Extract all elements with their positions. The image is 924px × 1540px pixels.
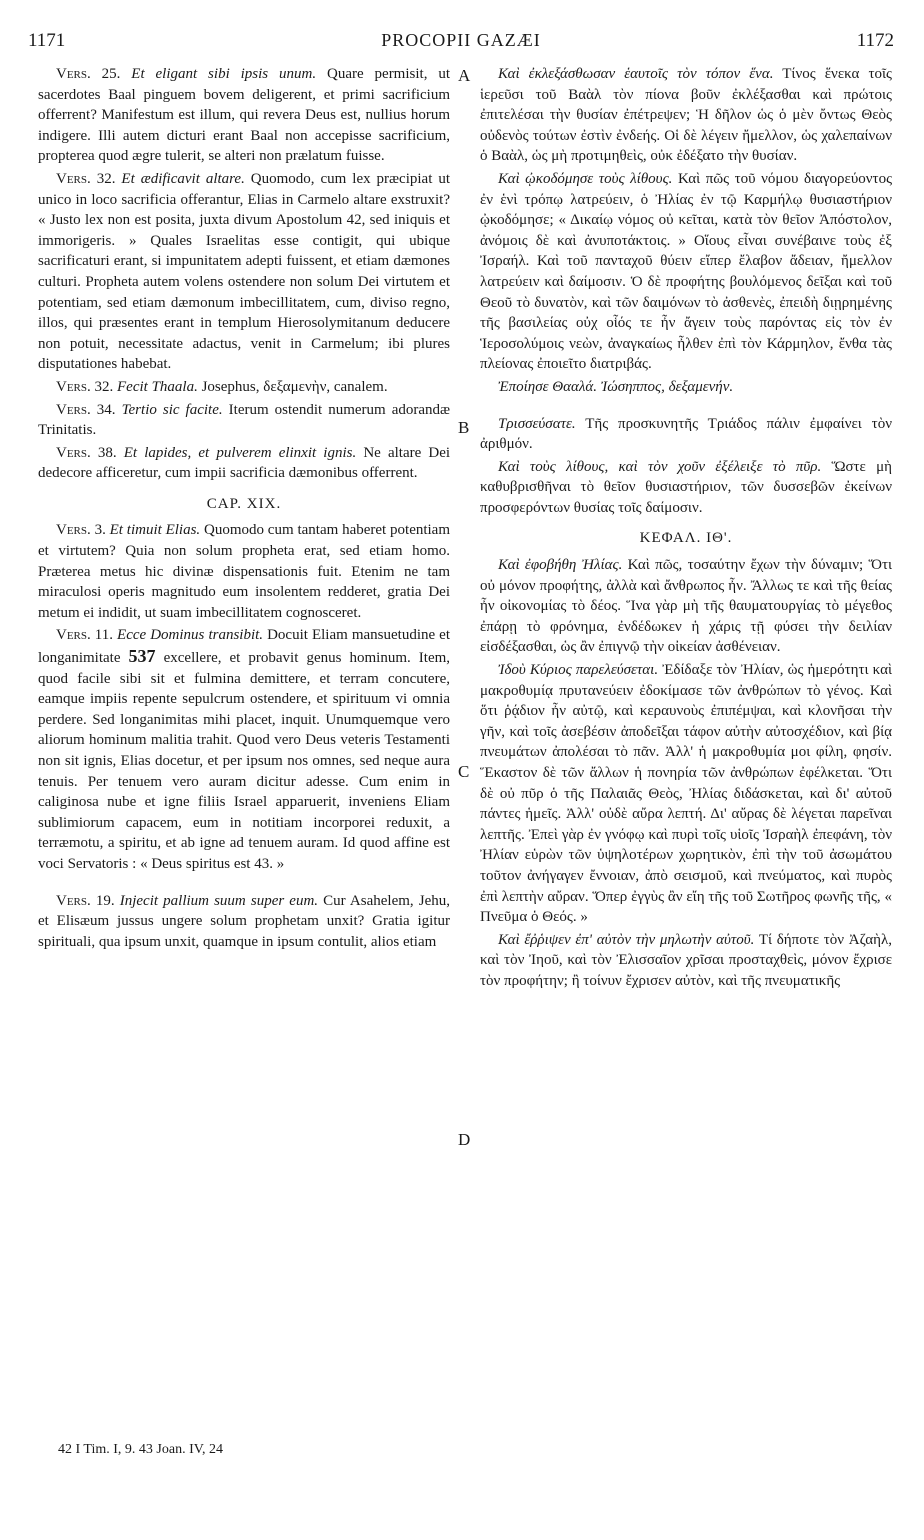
greek-para-5 (480, 457, 892, 519)
latin-verse-11 (38, 625, 450, 874)
margin-marker-b: B (458, 418, 470, 437)
verse-lemma: Injecit pallium suum super eum. (119, 892, 319, 909)
greek-para-2 (480, 169, 892, 375)
verse-label: Vers. 32. (56, 170, 116, 187)
verse-commentary: Docuit Eliam mansuetudine et longanimitate (38, 627, 451, 667)
verse-commentary: Καὶ πῶς, τοσαύτην ἔχων τὴν δύναμιν; Ὅτι οὐ μόνον προφήτης, ἀλλὰ καὶ ἄνθρωπος ἦν. Ἄλλως τε καὶ τῆς θείας ἦν οἰκονομίας τὸ δέος. Ἵνα γὰρ μὴ τῆς θαυματουργίας τὸ μέγεθος ἐπάρῃ τὸ φρόνημα, ἐνδέδωκεν ἡ χάρις τῇ φύσει τὴν δειλίαν εἰσδέξασθαι, ὡς ἂν ἐπιγνῷ τὴν οἰκείαν ἀσθένειαν. (480, 557, 893, 656)
verse-commentary: Τί δήποτε τὸν Ἀζαὴλ, καὶ τὸν Ἰηοῦ, καὶ τὸν Ἐλισσαῖον χρῖσαι προσταχθεὶς, μόνον ἔχρισε τὸν προφήτην; ἢ τοίνυν ἔχρισεν αὐτὸν, καὶ τῆς πνευματικῆς (480, 931, 892, 989)
verse-commentary: Quare permisit, ut sacerdotes Baal pinguem bovem deligerent, et primi sacrificium offerrent? Manifestum est illum, qui revera Deus est, nullius horum indigere. Illi autem dicturi erant Baal non accepisse sacrificium, propterea quod ægre tulerit, se alteri non prælatum fuisse. (38, 66, 450, 165)
verse-label: Vers. 11. (56, 627, 113, 644)
margin-marker-c: C (458, 762, 470, 781)
verse-lemma: Et timuit Elias. (109, 522, 201, 539)
verse-commentary: Quomodo, cum lex præcipiat ut unico in loco sacrificia offerantur, Elias in Carmelo altare exstruxit? « Justo lex non est posita, juxta divum Apostolum 42, sed iniquis et immorigeris. » Quales Israelitas esse contigit, qui ubique sacrificaturi erant, si impunitatem adepti fuissent, et etiam dæmones culturi. Propheta autem volens ostendere non solum Dei virtutem et potentiam, sed etiam dæmonum imbecillitatem, cum, diviso regno, illos, qui præsentes erant in templum Hierosolymitanum deducere non potuit, necessitate adactus, venit in Carmelum; ibi plures disputationes habebat. (38, 170, 450, 373)
verse-commentary: Josephus, δεξαμενὴν, canalem. (201, 378, 388, 395)
verse-lemma: Καὶ ἔῤῥιψεν ἐπ' αὐτὸν τὴν μηλωτὴν αὐτοῦ. (498, 931, 755, 948)
verse-lemma: Ἰδοὺ Κύριος παρελεύσεται. (498, 662, 659, 679)
verse-commentary: Ἐδίδαξε τὸν Ἠλίαν, ὡς ἡμερότητι καὶ μακροθυμίᾳ πρυτανεύειν ἐδοκίμασε τῶν ἀνθρώπων τὸ γένος. Καὶ ὅτι ῥᾴδιον ἦν αὐτῷ, καὶ κεραυνοὺς ἐπιπέμψαι, καὶ κλονῆσαι τὴν γῆν, καὶ τοῖς ἀσεβέσιν ἀποδεῖξαι τάφον αὐτὴν αὐτοσχέδιον, καὶ βίᾳ πνευμάτων ἀπολέσαι τὸ πᾶν. Ἀλλ' ἡ μακροθυμία μοι φίλη, φησίν. Ἕκαστον δὲ τῶν ἄλλων ἡ πονηρία τῶν ἀνθρώπων ἐφέλκεται. Ὅτι δὲ οὐ πῦρ ὁ τῆς Παλαιᾶς Θεὸς, Ἠλίας διδάσκεται, καὶ δι' αὐτοῦ πάντες ἡμεῖς. Ἀλλ' οὐδὲ αὔρα λεπτή. Δι' αὔρας δὲ λέγεται παρεῖναι λεπτῆς. Ἐπεὶ γὰρ ἐν γνόφῳ καὶ πυρὶ τοῖς υἱοῖς Ἰσραὴλ ἐπεφάνη, τὸν Ἠλίαν εὑρὼν τῶν ὑψηλοτέρων χωρητικὸν, ἐπὶ τὴν τοῦ ἀσωμάτου τοῦτον ἀνήγαγεν ἔννοιαν, ἀπὸ σεισμοῦ, καὶ πνεύματος, καὶ πυρὸς ἐπὶ λεπτὴν αὔραν. Ὅπερ ἐγγὺς ἂν εἴη τῆς τοῦ Σωτῆρος φωνῆς τῆς, « Πνεῦμα ὁ Θεός. » (480, 662, 892, 926)
greek-column (480, 64, 892, 994)
chapter-heading-greek: ΚΕΦΑΛ. ΙΘ'. (639, 530, 733, 547)
column-number: 537 (128, 646, 156, 667)
latin-verse-32b (38, 377, 450, 398)
latin-column (38, 64, 450, 954)
greek-para-4 (480, 414, 892, 455)
running-header (28, 30, 894, 60)
verse-lemma: Et eligant sibi ipsis unum. (131, 66, 317, 82)
page-number-left: 1171 (28, 30, 66, 51)
verse-lemma: Ecce Dominus transibit. (117, 627, 264, 644)
verse-lemma: Ἐποίησε Θααλά. (498, 378, 598, 395)
verse-label: Vers. 19. (56, 892, 115, 909)
verse-commentary: Τῆς προσκυνητῆς Τριάδος πάλιν ἐμφαίνει τὸν ἀριθμόν. (480, 415, 892, 453)
verse-commentary: Iterum ostendit numerum adorandæ Trinitatis. (38, 401, 451, 439)
latin-verse-38 (38, 443, 450, 484)
verse-label: Vers. 34. (56, 401, 116, 418)
margin-marker-d: D (458, 1130, 471, 1149)
verse-commentary: Ἰώσηππος, δεξαμενήν. (600, 378, 734, 395)
verse-lemma: Καὶ τοὺς λίθους, καὶ τὸν χοῦν ἐξέλειξε τὸ πῦρ. (498, 458, 822, 475)
chapter-heading-latin: CAP. XIX. (206, 495, 282, 512)
verse-commentary-cont: excellere, et probavit genus hominum. Item, quod facile sibi sit et fulmina demittere, et terram concutere, eamque impiis repente sepulcrum ostendere, et spirituum vi omnia perdere. Sed longanimitas mihi placet, inquit. Unumquemque vero aliorum hominum malitia trahit. Quod vero Deus veteris Testamenti non sit ignis, Elias docetur, et per ipsum nos omnes, sed neque aura tenuis. Per tenuem vero auram dicitur adesse. Cum enim in caliginosa nube et igne filiis Israel apparuerit, inveniens Eliam sublimiorum capacem, eum in notitiam incorporei reduxit, a terræmotu, a spiritu, et ab igne ad tenuem auram. Id quod affine est voci Servatoris : « Deus spiritus est 43. » (38, 650, 451, 872)
verse-lemma: Τρισσεύσατε. (498, 415, 576, 432)
verse-label: Vers. 32. (56, 378, 114, 395)
margin-marker-a: A (458, 66, 471, 85)
verse-lemma: Tertio sic facite. (121, 401, 223, 418)
greek-para-6 (480, 555, 892, 658)
latin-verse-32a (38, 169, 450, 375)
verse-lemma: Fecit Thaala. (117, 378, 198, 395)
latin-verse-19 (38, 891, 450, 953)
page-number-right: 1172 (856, 30, 894, 51)
greek-para-8 (480, 930, 892, 992)
verse-commentary: Ne altare Dei dedecore afficeretur, cum impii sacrificia dæmonibus offerrent. (38, 444, 451, 482)
verse-commentary: Quomodo cum tantam haberet potentiam et virtutem? Quia non solum propheta erat, sed etiam homo. Præterea metus hic divinæ dispensationis fuit. Etenim ne tam miraculosi operis magnitudo eum insolentem redderet, gratia Dei metum ei indidit, ut suam imbecillitatem cognosceret. (38, 522, 451, 621)
verse-label: Vers. 25. (56, 66, 121, 82)
verse-lemma: Et lapides, et pulverem elinxit ignis. (123, 444, 357, 461)
verse-lemma: Καὶ ἐφοβήθη Ἠλίας. (498, 557, 623, 574)
greek-para-1 (480, 64, 892, 167)
running-title: PROCOPII GAZÆI (381, 30, 541, 50)
verse-label: Vers. 38. (56, 444, 117, 461)
verse-commentary: Ὥστε μὴ καθυβρισθῆναι τὸ θεῖον θυσιαστήριον, τῶν δυσσεβῶν ἐκείνων προσφερόντων θυσίας τοῖς δαίμοσιν. (480, 458, 892, 516)
latin-verse-25 (38, 64, 450, 167)
verse-label: Vers. 3. (56, 522, 106, 539)
verse-commentary: Καὶ πῶς τοῦ νόμου διαγορεύοντος ἐν ἑνὶ τρόπῳ λατρεύειν, ὁ Ἠλίας ἐν τῷ Καρμήλῳ θυσιαστήριον ᾠκοδόμησε; « Δικαίῳ νόμος οὐ κεῖται, κατὰ τὸν θεῖον Ἀπόστολον, ἀνόμοις δὲ καὶ ἀνυποτάκτοις. » Οἵους εἶναι συνέβαινε τοὺς ἐξ Ἰσραήλ. Καὶ τοῦ πανταχοῦ θύειν εἴπερ ἔλαβον ἄδειαν, ἤμελλον λατρεύειν καὶ δαίμοσιν. Ὁ δὲ προφήτης βουλόμενος δεῖξαι καὶ τοῦ Θεοῦ τὸ δυνατὸν, καὶ τῶν δαιμόνων τὸ ἀσθενὲς, ἐπειδὴ διῃρημένης τῆς βασιλείας οὐχ οἷός τε ἦν ἄγειν τοὺς παρόντας εἰς τὸν ἐν Ἱεροσολύμοις νεὼν, ἀναγκαίως ἦλθεν ἐπὶ τὸν Κάρμηλον, ἔνθα τὰς πλείονας ἐποιεῖτο διατριβάς. (480, 170, 893, 373)
verse-lemma: Et ædificavit altare. (121, 170, 245, 187)
latin-verse-34 (38, 400, 450, 441)
verse-lemma: Καὶ ᾠκοδόμησε τοὺς λίθους. (498, 170, 673, 187)
verse-lemma: Καὶ ἐκλεξάσθωσαν ἑαυτοῖς τὸν τόπον ἕνα. (498, 66, 774, 82)
footnotes: 42 I Tim. I, 9. 43 Joan. IV, 24 (58, 1442, 224, 1457)
verse-commentary: Cur Asahelem, Jehu, et Elisæum jussus ungere solum prophetam unxit? Gratia igitur spirituali, qua ipsum unxit, quamque in ipsum contulit, alios etiam (38, 892, 451, 950)
greek-para-3 (480, 377, 892, 398)
verse-commentary: Τίνος ἕνεκα τοῖς ἱερεῦσι τοῦ Βαὰλ τὸν πίονα βοῦν ἐκλέξασθαι καὶ πρώτοις ἐπιτελέσαι τὴν θυσίαν ἐπέτρεψεν; Ἡ δῆλον ὡς ὁ μὲν ὄντως Θεὸς οὐδενὸς τούτων ἐστὶν ἐνδεής. Οἱ δὲ λέγειν ἤμελλον, ὡς χαλεπαίνων ὁ Βαὰλ, ὡς μὴ προτιμηθεὶς, οὐκ ἐδέξατο τὴν θυσίαν. (480, 66, 892, 165)
latin-verse-3 (38, 520, 450, 623)
greek-para-7 (480, 660, 892, 928)
